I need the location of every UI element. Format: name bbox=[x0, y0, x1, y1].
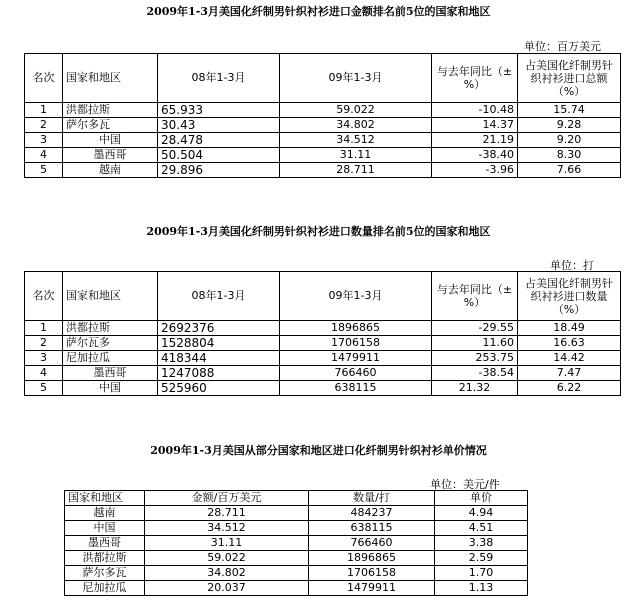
value-2009-cell: 638115 bbox=[280, 381, 432, 396]
rank-cell: 3 bbox=[25, 133, 63, 148]
table3 bbox=[64, 490, 528, 596]
quantity-cell: 766460 bbox=[309, 536, 435, 551]
table1-header-2008: 08年1-3月 bbox=[158, 54, 280, 103]
yoy-cell: -10.48 bbox=[432, 103, 518, 118]
share-cell: 14.42 bbox=[518, 351, 621, 366]
rank-cell: 2 bbox=[25, 118, 63, 133]
region-cell: 洪都拉斯 bbox=[63, 103, 158, 118]
share-cell: 16.63 bbox=[518, 336, 621, 351]
value-2008-cell: 2692376 bbox=[158, 321, 280, 336]
table1-header-rank: 名次 bbox=[25, 54, 63, 103]
table-row bbox=[25, 336, 621, 351]
yoy-cell: -38.54 bbox=[432, 366, 518, 381]
table2-unit: 单位：打 bbox=[550, 259, 594, 272]
yoy-cell: -38.40 bbox=[432, 148, 518, 163]
rank-cell: 5 bbox=[25, 381, 63, 396]
amount-cell: 28.711 bbox=[145, 506, 309, 521]
value-2008-cell: 30.43 bbox=[158, 118, 280, 133]
table2 bbox=[24, 271, 621, 396]
rank-cell: 5 bbox=[25, 163, 63, 178]
value-2009-cell: 34.802 bbox=[280, 118, 432, 133]
amount-cell: 34.512 bbox=[145, 521, 309, 536]
table-row bbox=[25, 321, 621, 336]
table-row bbox=[65, 521, 528, 536]
table1-header-row bbox=[25, 54, 621, 103]
table1-unit: 单位：百万美元 bbox=[524, 40, 601, 53]
region-cell: 萨尔多瓦 bbox=[63, 118, 158, 133]
table-row bbox=[65, 506, 528, 521]
table3-header-region: 国家和地区 bbox=[65, 491, 145, 506]
region-cell: 洪都拉斯 bbox=[63, 321, 158, 336]
table2-header-region: 国家和地区 bbox=[63, 272, 158, 321]
value-2009-cell: 31.11 bbox=[280, 148, 432, 163]
region-cell: 越南 bbox=[65, 506, 145, 521]
rank-cell: 4 bbox=[25, 366, 63, 381]
quantity-cell: 638115 bbox=[309, 521, 435, 536]
region-cell: 洪都拉斯 bbox=[65, 551, 145, 566]
value-2008-cell: 28.478 bbox=[158, 133, 280, 148]
yoy-cell: -3.96 bbox=[432, 163, 518, 178]
rank-cell: 2 bbox=[25, 336, 63, 351]
value-2009-cell: 59.022 bbox=[280, 103, 432, 118]
table-row bbox=[65, 551, 528, 566]
table-row bbox=[25, 381, 621, 396]
region-cell: 尼加拉瓜 bbox=[63, 351, 158, 366]
quantity-cell: 1479911 bbox=[309, 581, 435, 596]
region-cell: 萨尔瓦多 bbox=[63, 336, 158, 351]
share-cell: 9.20 bbox=[518, 133, 621, 148]
value-2008-cell: 418344 bbox=[158, 351, 280, 366]
table3-header-row bbox=[65, 491, 528, 506]
table-row bbox=[25, 148, 621, 163]
yoy-cell: 21.32 bbox=[432, 381, 518, 396]
table-row bbox=[65, 581, 528, 596]
quantity-cell: 1896865 bbox=[309, 551, 435, 566]
table-row bbox=[25, 163, 621, 178]
table2-header-row bbox=[25, 272, 621, 321]
table2-header-2009: 09年1-3月 bbox=[280, 272, 432, 321]
value-2009-cell: 1479911 bbox=[280, 351, 432, 366]
region-cell: 尼加拉瓜 bbox=[65, 581, 145, 596]
share-cell: 18.49 bbox=[518, 321, 621, 336]
table2-header-share: 占美国化纤制男针织衬衫进口数量（%） bbox=[518, 272, 621, 321]
yoy-cell: 253.75 bbox=[432, 351, 518, 366]
yoy-cell: 21.19 bbox=[432, 133, 518, 148]
share-cell: 6.22 bbox=[518, 381, 621, 396]
rank-cell: 3 bbox=[25, 351, 63, 366]
region-cell: 萨尔多瓦 bbox=[65, 566, 145, 581]
value-2008-cell: 1247088 bbox=[158, 366, 280, 381]
table-row bbox=[25, 103, 621, 118]
quantity-cell: 484237 bbox=[309, 506, 435, 521]
table-row bbox=[25, 351, 621, 366]
table1-header-2009: 09年1-3月 bbox=[280, 54, 432, 103]
yoy-cell: 11.60 bbox=[432, 336, 518, 351]
region-cell: 墨西哥 bbox=[63, 366, 158, 381]
table3-header-unit-price: 单价 bbox=[435, 491, 528, 506]
quantity-cell: 1706158 bbox=[309, 566, 435, 581]
value-2009-cell: 766460 bbox=[280, 366, 432, 381]
region-cell: 中国 bbox=[63, 381, 158, 396]
value-2008-cell: 1528804 bbox=[158, 336, 280, 351]
region-cell: 中国 bbox=[65, 521, 145, 536]
value-2008-cell: 525960 bbox=[158, 381, 280, 396]
share-cell: 9.28 bbox=[518, 118, 621, 133]
rank-cell: 1 bbox=[25, 103, 63, 118]
value-2009-cell: 34.512 bbox=[280, 133, 432, 148]
table2-header-2008: 08年1-3月 bbox=[158, 272, 280, 321]
table1-header-region: 国家和地区 bbox=[63, 54, 158, 103]
amount-cell: 34.802 bbox=[145, 566, 309, 581]
yoy-cell: -29.55 bbox=[432, 321, 518, 336]
unit-price-cell: 1.70 bbox=[435, 566, 528, 581]
share-cell: 7.66 bbox=[518, 163, 621, 178]
table2-header-yoy: 与去年同比（±%） bbox=[432, 272, 518, 321]
region-cell: 越南 bbox=[63, 163, 158, 178]
value-2009-cell: 28.711 bbox=[280, 163, 432, 178]
yoy-cell: 14.37 bbox=[432, 118, 518, 133]
table3-title: 2009年1-3月美国从部分国家和地区进口化纤制男针织衬衫单价情况 bbox=[150, 444, 487, 457]
table3-unit: 单位：美元/件 bbox=[430, 478, 500, 491]
value-2008-cell: 29.896 bbox=[158, 163, 280, 178]
rank-cell: 4 bbox=[25, 148, 63, 163]
share-cell: 15.74 bbox=[518, 103, 621, 118]
unit-price-cell: 3.38 bbox=[435, 536, 528, 551]
table-row bbox=[25, 118, 621, 133]
value-2008-cell: 50.504 bbox=[158, 148, 280, 163]
table3-header-amount: 金额/百万美元 bbox=[145, 491, 309, 506]
unit-price-cell: 2.59 bbox=[435, 551, 528, 566]
value-2008-cell: 65.933 bbox=[158, 103, 280, 118]
table-row bbox=[25, 133, 621, 148]
unit-price-cell: 4.94 bbox=[435, 506, 528, 521]
region-cell: 中国 bbox=[63, 133, 158, 148]
amount-cell: 31.11 bbox=[145, 536, 309, 551]
amount-cell: 59.022 bbox=[145, 551, 309, 566]
table2-header-rank: 名次 bbox=[25, 272, 63, 321]
share-cell: 7.47 bbox=[518, 366, 621, 381]
table1-header-share: 占美国化纤制男针织衬衫进口总额（%） bbox=[518, 54, 621, 103]
table1 bbox=[24, 53, 621, 178]
unit-price-cell: 1.13 bbox=[435, 581, 528, 596]
rank-cell: 1 bbox=[25, 321, 63, 336]
value-2009-cell: 1706158 bbox=[280, 336, 432, 351]
value-2009-cell: 1896865 bbox=[280, 321, 432, 336]
table-row bbox=[65, 566, 528, 581]
region-cell: 墨西哥 bbox=[63, 148, 158, 163]
region-cell: 墨西哥 bbox=[65, 536, 145, 551]
table-row bbox=[65, 536, 528, 551]
table3-header-quantity: 数量/打 bbox=[309, 491, 435, 506]
table2-title: 2009年1-3月美国化纤制男针织衬衫进口数量排名前5位的国家和地区 bbox=[146, 225, 491, 238]
table1-title: 2009年1-3月美国化纤制男针织衬衫进口金额排名前5位的国家和地区 bbox=[146, 5, 491, 18]
amount-cell: 20.037 bbox=[145, 581, 309, 596]
unit-price-cell: 4.51 bbox=[435, 521, 528, 536]
table-row bbox=[25, 366, 621, 381]
table1-header-yoy: 与去年同比（±%） bbox=[432, 54, 518, 103]
share-cell: 8.30 bbox=[518, 148, 621, 163]
